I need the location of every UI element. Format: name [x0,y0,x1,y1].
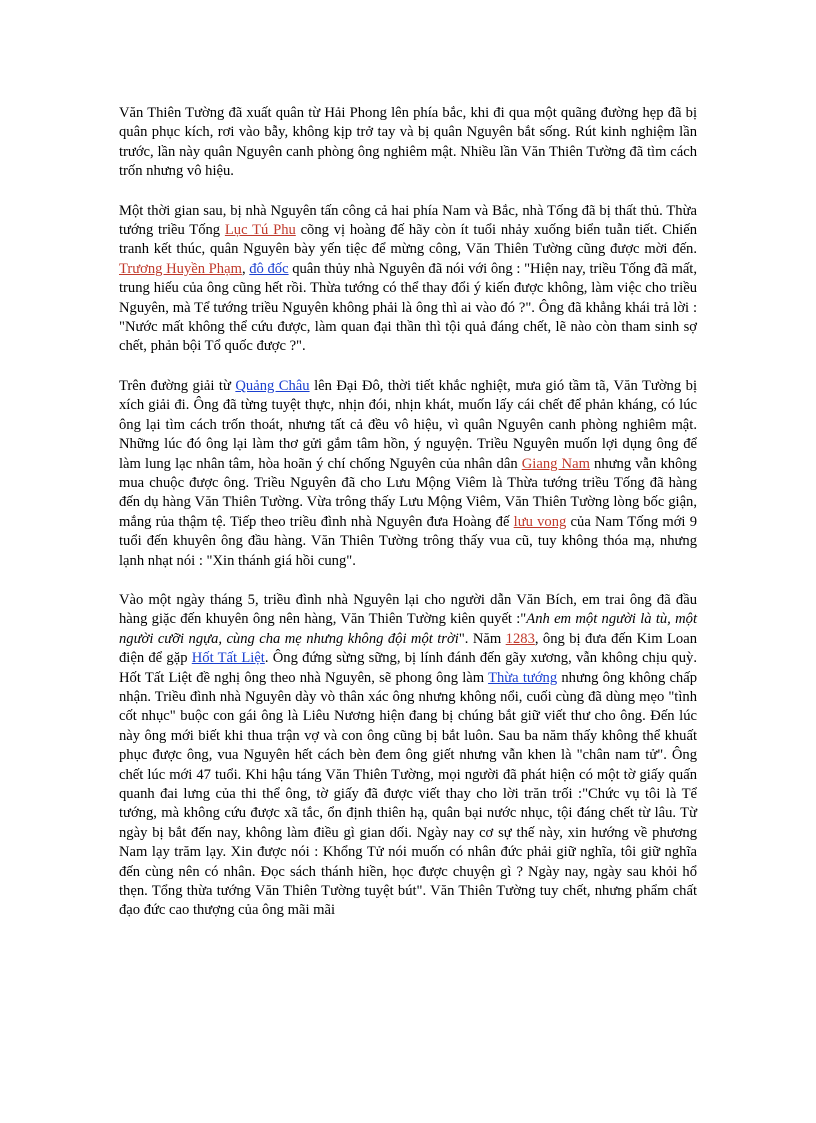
text-run: quân thủy nhà Nguyên đã nói với ông : "Hiện nay, triều Tống đã mất, trung hiếu của ông cũng hết rồi. Thừa tướng có thể thay đổi ý kiến được không, làm việc cho triều Nguyên, mà Tể tướng triều Nguyên không phải là ông thì ai vào đó ?". Ông đã khẳng khái trả lời : "Nước mất không thể cứu được, làm quan đại thần thì tội quả đáng chết, lẽ nào còn tham sinh sợ chết, phản bội Tổ quốc được ?". [119,260,698,355]
inline-link[interactable]: 1283 [505,630,535,647]
inline-link[interactable]: Trương Huyền Phạm [119,260,242,277]
text-run: , [241,260,250,277]
inline-link[interactable]: Hốt Tất Liệt [191,650,265,667]
text-run: Văn Thiên Tường đã xuất quân từ Hải Phong lên phía bắc, khi đi qua một quãng đường hẹp đã bị quân phục kích, rơi vào bẫy, không kịp trở tay và bị quân Nguyên bắt sống. Rút kinh nghiệm lần trước, lần này quân Nguyên canh phòng ông nghiêm mật. Nhiều lần Văn Thiên Tường đã tìm cách trốn nhưng vô hiệu. [119,105,697,180]
text-run: lên Đại Đô, thời tiết khắc nghiệt, mưa gió tầm tã, Văn Tường bị xích giải đi. Ông đã từng tuyệt thực, nhịn đói, nhịn khát, muốn lấy cái chết để phản kháng, có lúc ông lại tìm cách trốn thoát, nhưng tất cả đều vô hiệu, vì quân Nguyên canh phòng nghiêm mật. Những lúc đó ông lại làm thơ gửi gắm tâm hồn, ý nguyện. Triều Nguyên muốn lợi dụng ông để làm lung lạc nhân tâm, hòa hoãn ý chí chống Nguyên của nhân dân [119,377,697,472]
text-run: cõng vị hoàng đế hãy còn ít tuổi nhảy xuống biển tuẫn tiết. Chiến tranh kết thúc, quân Nguyên bày yến tiệc để mừng công, Văn Thiên Tường cũng được mời đến. [119,222,697,258]
text-run: ". Năm [458,630,506,647]
inline-link[interactable]: Quảng Châu [235,377,310,394]
paragraph-1 [119,104,697,182]
text-run: , ông bị đưa đến Kim Loan điện để gặp [119,630,697,667]
text-run: Vào một ngày tháng 5, triều đình nhà Nguyên lại cho người dẫn Văn Bích, em trai ông đã đầu hàng giặc đến khuyên ông nên hàng, Văn Thiên Tường kiên quyết :" [119,591,697,628]
paragraph-4 [119,591,697,921]
text-run: của Nam Tống mới 9 tuổi đến khuyên ông đầu hàng. Văn Thiên Tường trông thấy vua cũ, tuy không thóa mạ, nhưng lạnh nhạt nói : "Xin thánh giá hồi cung". [119,513,697,569]
inline-link[interactable]: đô đốc [249,260,289,277]
text-run: . Ông đứng sừng sững, bị lính đánh đến gãy xương, vẫn không chịu quỳ. Hốt Tất Liệt đề nghị ông theo nhà Nguyên, sẽ phong ông làm [119,650,697,686]
text-run: Trên đường giải từ [119,377,236,394]
text-run: Một thời gian sau, bị nhà Nguyên tấn công cả hai phía Nam và Bắc, nhà Tống đã bị thất thủ. Thừa tướng triều Tống [119,202,697,239]
inline-link[interactable]: Lục Tú Phu [224,222,296,239]
paragraph-3 [119,377,697,571]
text-run: nhưng ông không chấp nhận. Triều đình nhà Nguyên dày vò thân xác ông nhưng không nổi, cuối cùng đã dùng mẹo "tình cốt nhục" buộc con gái ông là Liêu Nương hiện đang bị chúng bắt giữ viết thư cho ông. Đến lúc này ông mới biết khi thua trận vợ và con ông cũng bị bắt luôn. Sau ba năm thấy không thể khuất phục được ông, vua Nguyên hết cách bèn đem ông giết nhưng vẫn khen là "chân nam tử". Ông chết lúc mới 47 tuổi. Khi hậu táng Văn Thiên Tường, mọi người đã phát hiện có một tờ giấy quấn quanh đai lưng của thi thể ông, tờ giấy đã được viết thay cho lời trăn trối :"Chức vụ tôi là Tể tướng, mà không cứu được xã tắc, ổn định thiên hạ, quân bại nước nhục, tội đáng chết từ lâu. Từ ngày bị bắt đến nay, không làm điều gì gian dối. Ngày nay cơ sự thế này, xin hướng về phương Nam lạy trăm lạy. Xin được nói : Khổng Tử nói muốn có nhân đức phải giữ nghĩa, tôi giữ nghĩa đến cùng nên có nhân. Đọc sách thánh hiền, học được chuyện gì ? Ngày nay, ngày sau khỏi hổ thẹn. Tổng thừa tướng Văn Thiên Tường tuyệt bút". Văn Thiên Tường tuy chết, nhưng phẩm chất đạo đức cao thượng của ông mãi mãi [119,669,697,919]
paragraph-2 [119,202,697,357]
italic-quote: Anh em một người là tù, một người cưỡi ngựa, cùng cha mẹ nhưng không đội một trời [119,611,697,647]
document-page [119,104,697,941]
inline-link[interactable]: Giang Nam [521,455,590,472]
inline-link[interactable]: Thừa tướng [488,669,558,686]
inline-link[interactable]: lưu vong [513,513,567,530]
text-run: nhưng vẫn không mua chuộc được ông. Triều Nguyên đã cho Lưu Mộng Viêm là Thừa tướng triều Tống đã hàng đến dụ hàng Văn Thiên Tường. Vừa trông thấy Lưu Mộng Viêm, Văn Thiên Tường lòng bốc giận, mắng rủa thậm tệ. Tiếp theo triều đình nhà Nguyên đưa Hoàng đế [119,455,697,530]
